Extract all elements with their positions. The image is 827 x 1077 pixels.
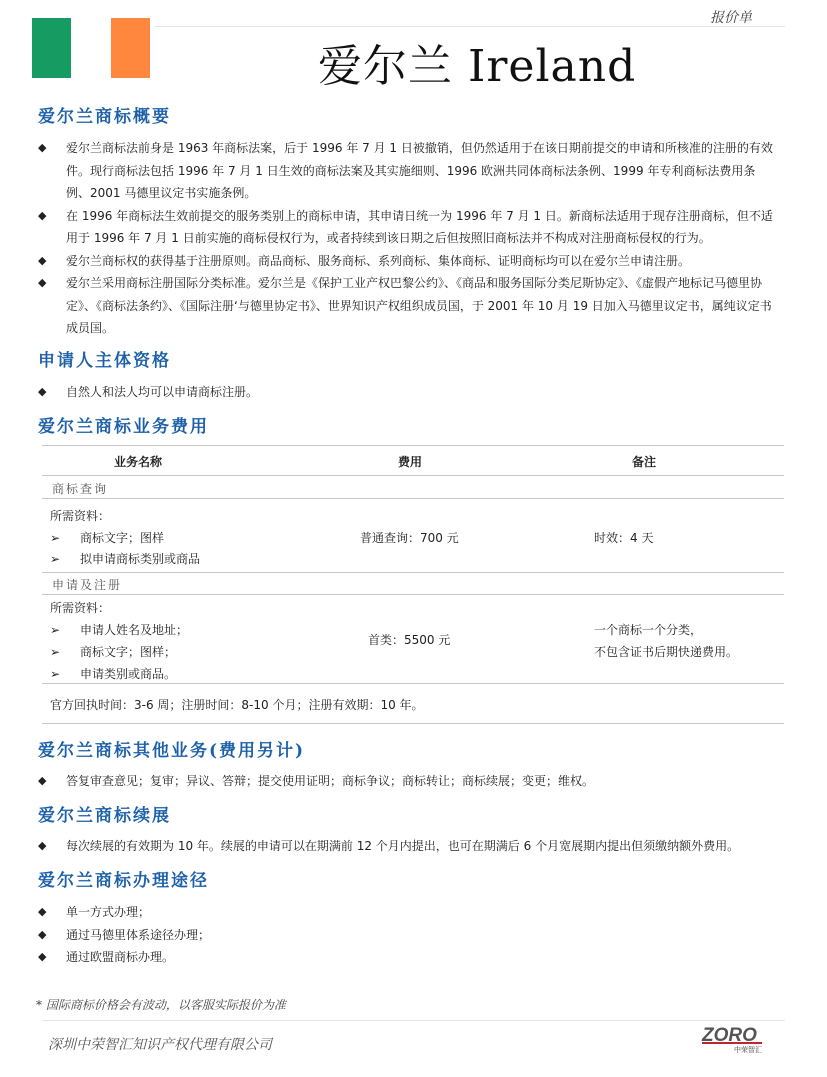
arrowhead-bullet-icon: ➢: [50, 552, 61, 566]
section-title-overview: 爱尔兰商标概要: [38, 107, 171, 127]
diamond-bullet-icon: ◆: [38, 950, 47, 963]
price-disclaimer: * 国际商标价格会有波动，以客服实际报价为准: [36, 998, 286, 1012]
section-title-renewal: 爱尔兰商标续展: [38, 806, 171, 826]
company-name: 深圳中荣智汇知识产权代理有限公司: [48, 1037, 272, 1053]
diamond-bullet-icon: ◆: [38, 253, 47, 267]
list-item: ◆ 单一方式办理；: [38, 901, 778, 924]
overview-list: [38, 137, 778, 340]
list-item: ◆ 通过欧盟商标办理。: [38, 946, 778, 969]
diamond-bullet-icon: ◆: [38, 839, 47, 852]
diamond-bullet-icon: ◆: [38, 905, 47, 918]
eligibility-list: [38, 381, 778, 404]
material-item: ➢ 商标文字；图样: [50, 531, 165, 545]
list-item: ◆ 爱尔兰采用商标注册国际分类标准。爱尔兰是《保护工业产权巴黎公约》、《商品和服务国际分类尼斯协定》、《虚假产地标记马德里协定》、《商标法条约》、《国际注册‘与德里协定书》、世界知识产权组织成员国，于 2001 年 10 月 19 日加入马德里议定书，属纯议定书成员国。: [38, 272, 778, 340]
list-item: ◆ 通过马德里体系途径办理；: [38, 924, 778, 947]
arrowhead-bullet-icon: ➢: [50, 667, 61, 681]
list-item: ◆ 答复审查意见；复审；异议、答辩；提交使用证明；商标争议；商标转让；商标续展；变更；维权。: [38, 770, 778, 793]
flag-orange-stripe: [111, 18, 150, 78]
flag-white-stripe: [71, 18, 110, 78]
routes-list: [38, 901, 778, 969]
remark-value: 不包含证书后期快递费用。: [594, 645, 739, 659]
svg-text:ZORO: ZORO: [702, 1025, 757, 1046]
diamond-bullet-icon: ◆: [38, 385, 47, 398]
ireland-flag: [32, 18, 150, 78]
fees-footer-note: 官方回执时间：3-6 周；注册时间：8-10 个月；注册有效期：10 年。: [50, 698, 424, 712]
arrowhead-bullet-icon: ➢: [50, 645, 61, 659]
fee-value: 普通查询：700 元: [360, 531, 459, 545]
company-logo: [700, 1024, 780, 1054]
list-item: ◆ 爱尔兰商标法前身是 1963 年商标法案，后于 1996 年 7 月 1 日被撤销，但仍然适用于在该日期前提交的申请和所核准的注册的有效件。现行商标法包括 1996 年 7 月 1 日生效的商标法案及其实施细则、1996 欧洲共同体商标法条例、1999 年专利商标法费用条例、2001 马德里议定书实施条例。: [38, 137, 778, 205]
section-title-routes: 爱尔兰商标办理途径: [38, 871, 209, 891]
bottom-divider: [42, 1020, 785, 1021]
material-item: ➢ 商标文字；图样；: [50, 645, 177, 659]
remark-value: 一个商标一个分类，: [594, 623, 703, 637]
group-header-search: 商标查询: [52, 482, 109, 496]
section-title-eligibility: 申请人主体资格: [38, 351, 171, 371]
flag-green-stripe: [32, 18, 71, 78]
column-header-remarks: 备注: [632, 455, 657, 469]
other-list: [38, 770, 778, 793]
arrowhead-bullet-icon: ➢: [50, 531, 61, 545]
diamond-bullet-icon: ◆: [38, 208, 47, 222]
fee-value: 首类：5500 元: [368, 633, 451, 647]
materials-label: 所需资料：: [50, 601, 111, 615]
top-divider: [155, 26, 785, 27]
renewal-list: [38, 835, 778, 858]
list-item: ◆ 每次续展的有效期为 10 年。续展的申请可以在期满前 12 个月内提出，也可在期满后 6 个月宽展期内提出但须缴纳额外费用。: [38, 835, 778, 858]
diamond-bullet-icon: ◆: [38, 927, 47, 941]
material-item: ➢ 申请类别或商品。: [50, 667, 177, 681]
diamond-bullet-icon: ◆: [38, 276, 47, 289]
column-header-service: 业务名称: [114, 455, 163, 469]
section-title-other: 爱尔兰商标其他业务(费用另计): [38, 741, 306, 761]
svg-text:中荣智汇: 中荣智汇: [734, 1046, 762, 1054]
material-item: ➢ 申请人姓名及地址；: [50, 623, 189, 637]
column-header-fee: 费用: [398, 455, 423, 469]
list-item: ◆ 在 1996 年商标法生效前提交的服务类别上的商标申请，其申请日统一为 1996 年 7 月 1 日。新商标法适用于现存注册商标，但不适用于 1996 年 7 月 1 日前实施的商标侵权行为，或者持续到该日期之后但按照旧商标法并不构成对注册商标侵权的行为。: [38, 205, 778, 250]
group-header-register: 申请及注册: [52, 578, 123, 592]
materials-label: 所需资料：: [50, 509, 111, 523]
list-item: ◆ 自然人和法人均可以申请商标注册。: [38, 381, 778, 404]
quote-label: 报价单: [710, 10, 752, 26]
material-item: ➢ 拟申请商标类别或商品: [50, 552, 201, 566]
remark-value: 时效：4 天: [594, 531, 654, 545]
diamond-bullet-icon: ◆: [38, 141, 47, 154]
arrowhead-bullet-icon: ➢: [50, 623, 61, 637]
page-title: 爱尔兰 Ireland: [318, 41, 637, 92]
section-title-fees: 爱尔兰商标业务费用: [38, 417, 209, 437]
diamond-bullet-icon: ◆: [38, 774, 47, 787]
list-item: ◆ 爱尔兰商标权的获得基于注册原则。商品商标、服务商标、系列商标、集体商标、证明商标均可以在爱尔兰申请注册。: [38, 250, 778, 273]
